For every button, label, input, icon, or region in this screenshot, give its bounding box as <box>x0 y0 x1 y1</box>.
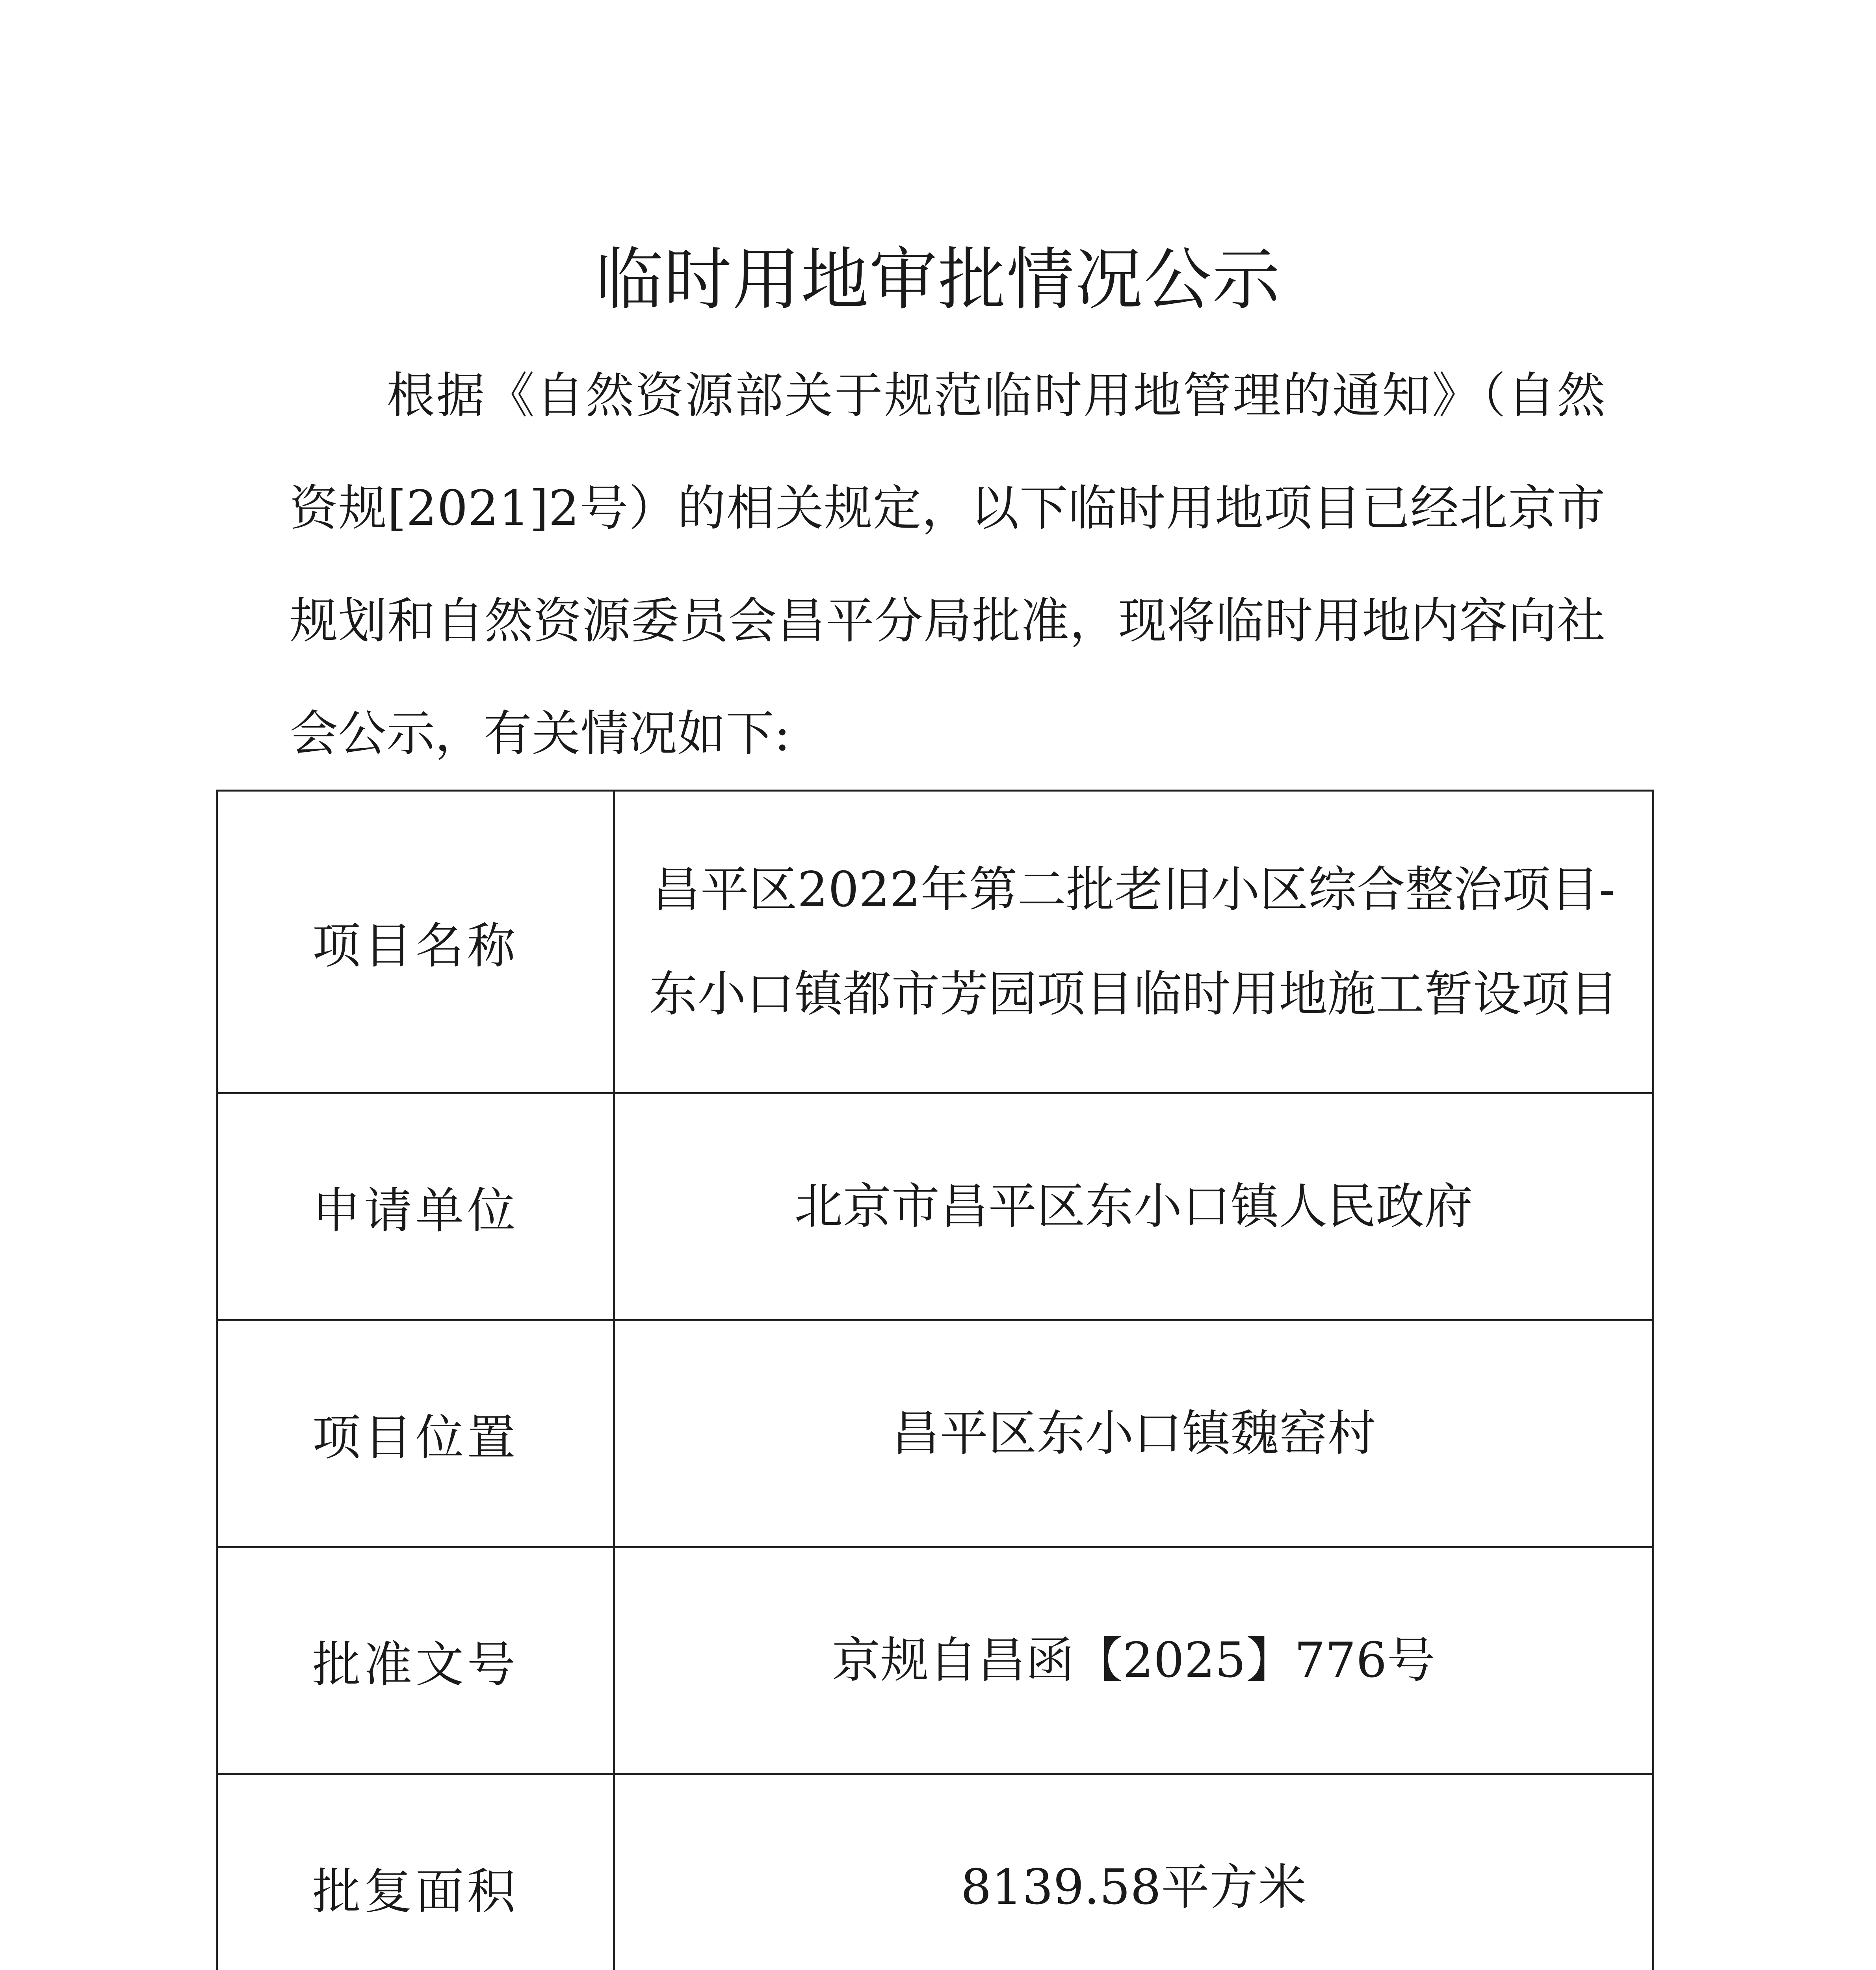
table-row-approved-area <box>217 1774 1653 1970</box>
table-row-approval-number <box>217 1547 1653 1774</box>
table-row-location <box>217 1320 1653 1547</box>
table-row-project-name <box>217 791 1653 1093</box>
row-value: 昌平区东小口镇魏窑村 <box>614 1320 1653 1547</box>
row-label: 项目位置 <box>217 1320 614 1547</box>
row-value: 北京市昌平区东小口镇人民政府 <box>614 1093 1653 1320</box>
page-title: 临时用地审批情况公示 <box>595 240 1281 319</box>
table-row-applicant <box>217 1093 1653 1320</box>
row-value: 昌平区2022年第二批老旧小区综合整治项目-东小口镇都市芳园项目临时用地施工暂设项目 <box>614 791 1653 1093</box>
row-label: 项目名称 <box>217 791 614 1093</box>
row-value: 京规自昌函【2025】776号 <box>614 1547 1653 1774</box>
row-label: 批复面积 <box>217 1774 614 1970</box>
row-value: 8139.58平方米 <box>614 1774 1653 1970</box>
row-label: 批准文号 <box>217 1547 614 1774</box>
intro-paragraph: 根据《自然资源部关于规范临时用地管理的通知》（自然资规[2021]2号）的相关规定，以下临时用地项目已经北京市规划和自然资源委员会昌平分局批准，现将临时用地内容向社会公示，有关情况如下: <box>290 368 1605 762</box>
row-label: 申请单位 <box>217 1093 614 1320</box>
approval-info-table <box>216 790 1654 1970</box>
